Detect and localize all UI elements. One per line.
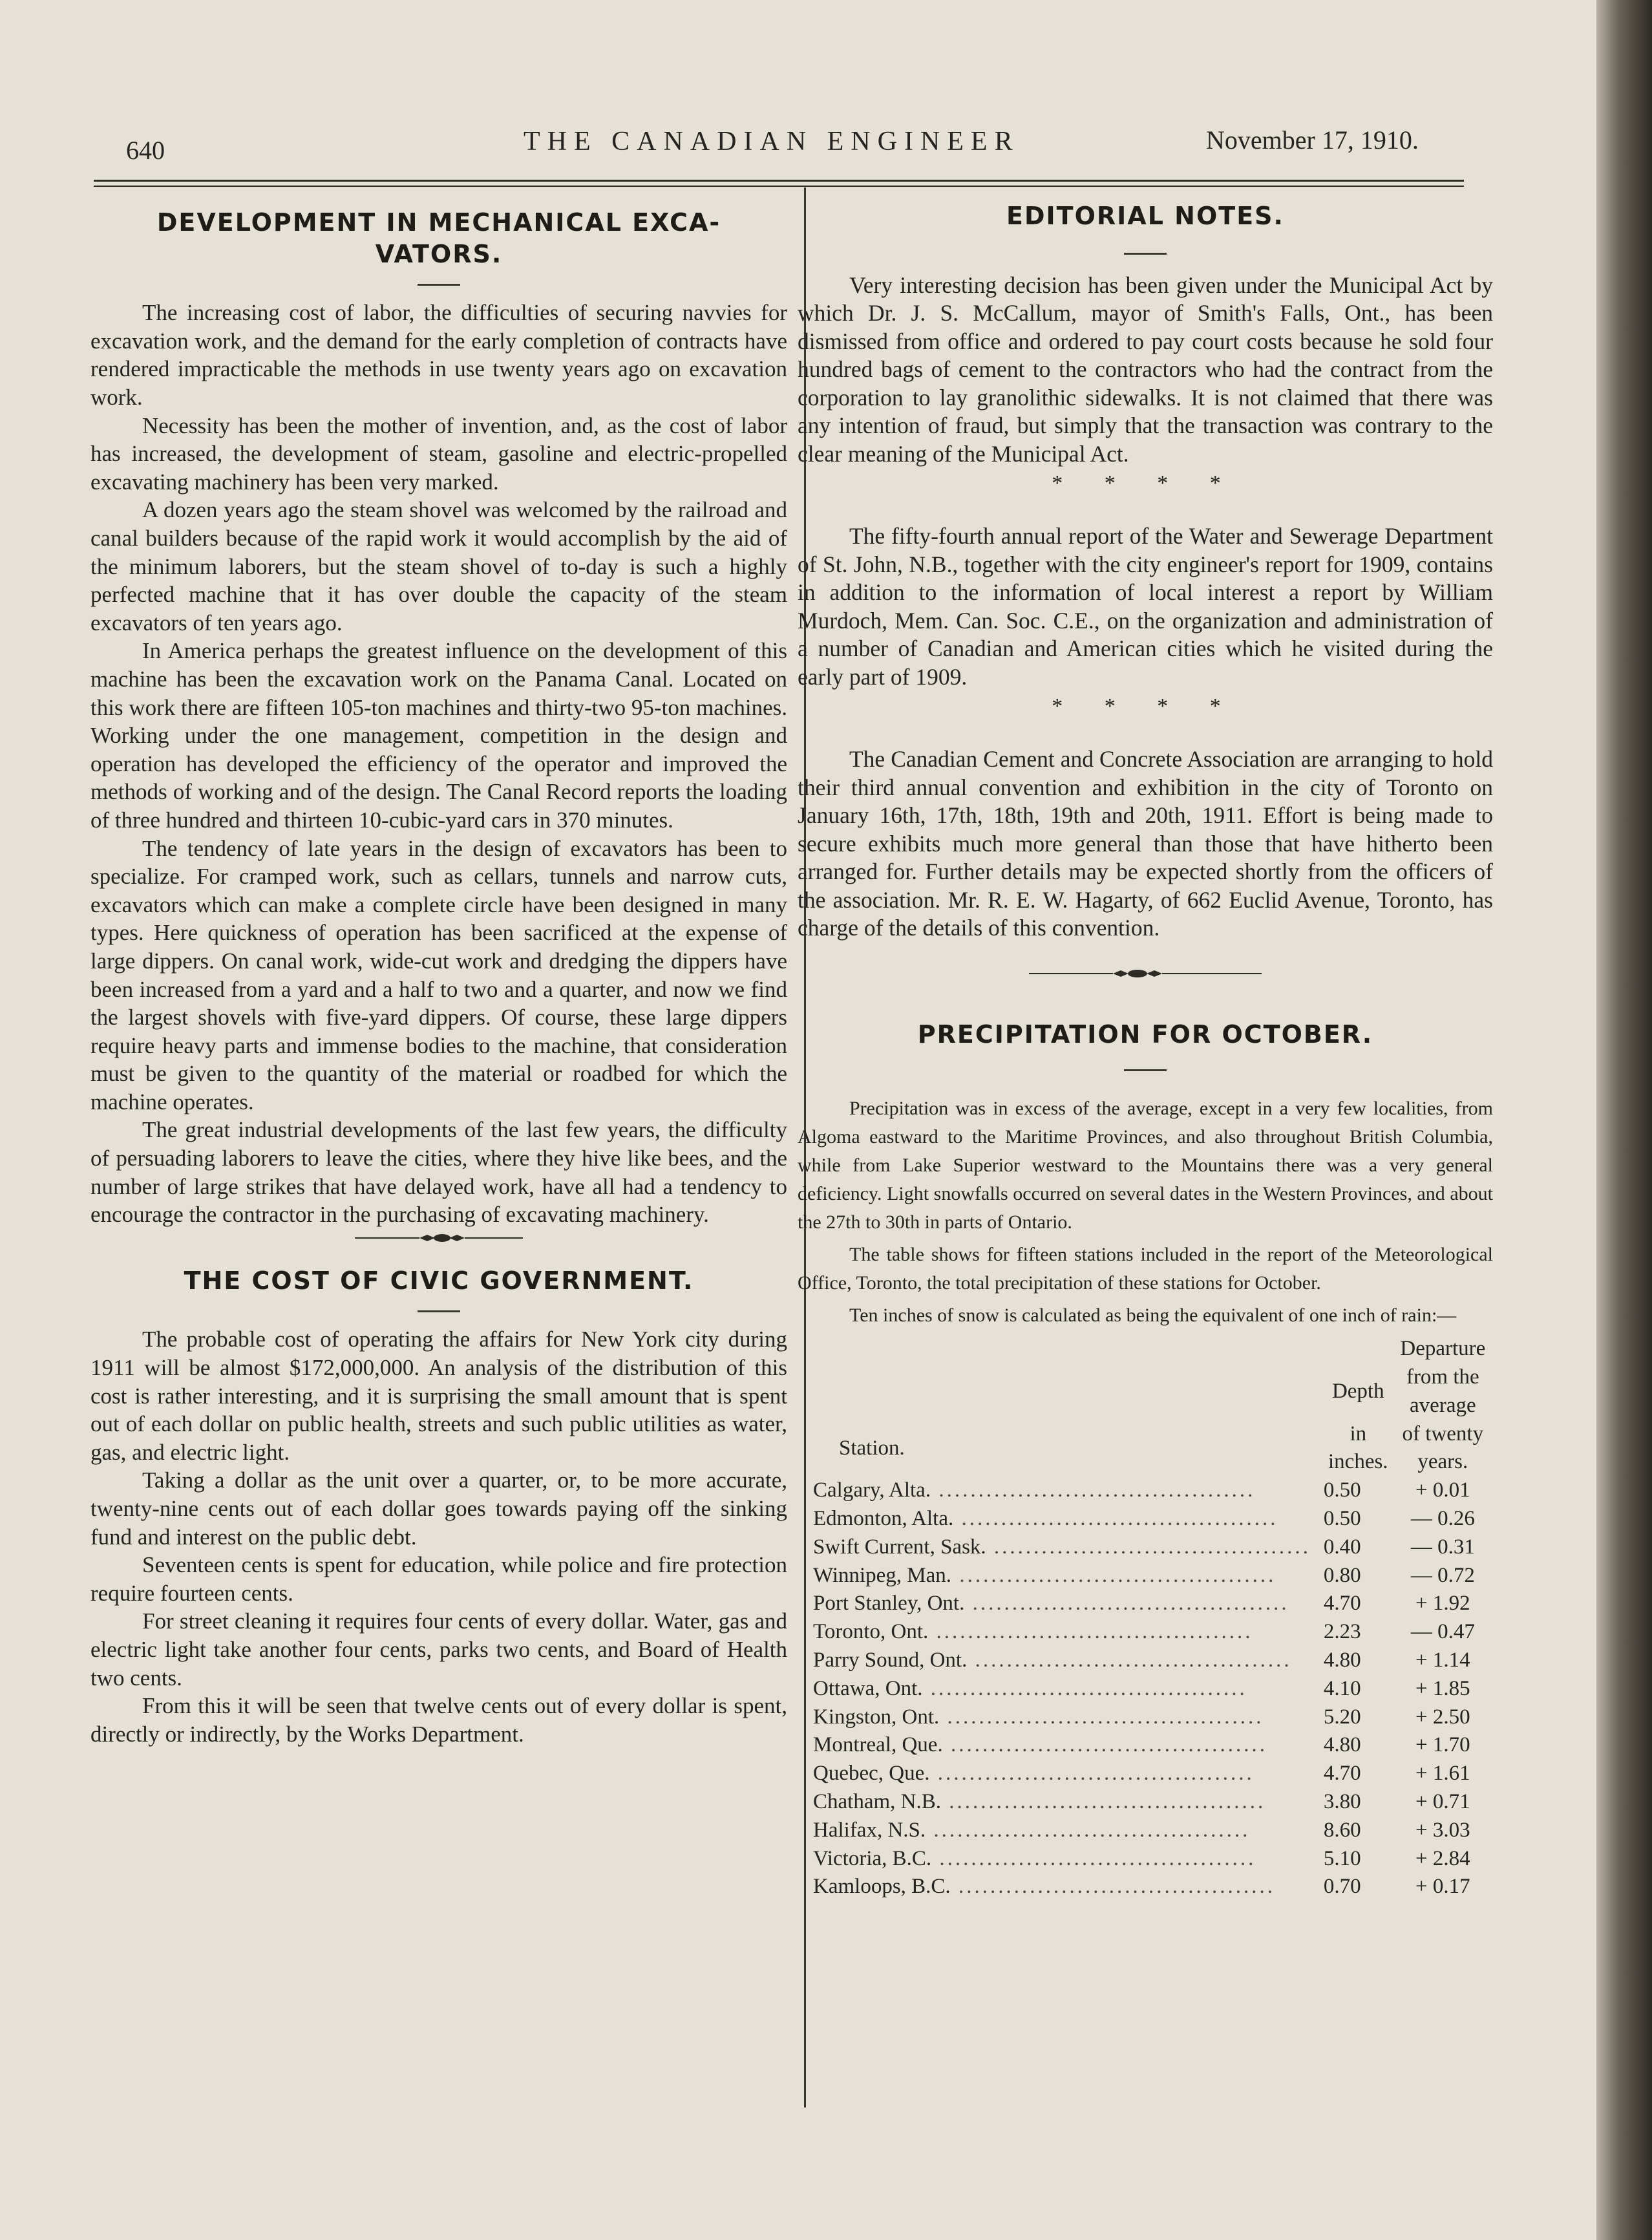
depth-cell: 0.40 bbox=[1323, 1535, 1361, 1559]
departure-cell: + 3.03 bbox=[1415, 1818, 1470, 1842]
paragraph: The probable cost of operating the affairs for New York city during 1911 will be almost $172,000,000. An analysis of the distribution of this cost is rather interesting, and it is surprising the small amount that is spent out of each dollar on public health, streets and such public utilities as water, gas, and electric light. bbox=[90, 1327, 787, 1465]
section-ornament bbox=[90, 1230, 787, 1250]
paragraph: The tendency of late years in the design of excavators has been to specialize. For cramped work, such as cellars, tunnels and narrow cuts, excavators which can make a complete circle have been designed in many types. Here quickness of operation has been sacrificed at the expense of large dippers. On canal work, wide-cut work and dredging the dippers have been increased from a yard and a half to two and a quarter, and now we find the largest shovels with five-yard dippers. Of course, these large dippers require heavy parts and immense bodies to the machine, that consideration must be given to the quantity of the material or roadbed for which the machine operates. bbox=[90, 835, 787, 1115]
departure-cell: — 0.47 bbox=[1410, 1620, 1475, 1644]
leader-dots: ........................................ bbox=[942, 1733, 1267, 1757]
table-row bbox=[813, 1731, 1493, 1760]
station-name: Toronto, Ont. bbox=[813, 1620, 929, 1644]
journal-title: THE CANADIAN ENGINEER bbox=[524, 127, 1020, 156]
editorial-note: Very interesting decision has been given under the Municipal Act by which Dr. J. S. McCallum, mayor of Smith's Falls, Ont., has been dismissed from office and ordered to pay court costs because he sold four hundred bags of cement to the contractors who had the contract from the corporation to lay granolithic sidewalks. It is not claimed that there was any intention of fraud, but simply that the transaction was contrary to the clear meaning of the Municipal Act. bbox=[798, 272, 1493, 467]
station-name: Swift Current, Sask. bbox=[813, 1535, 986, 1559]
paragraph: Necessity has been the mother of invention, and, as the cost of labor has increased, the development of steam, gasoline and electric-propelled excavating machinery has been very marked. bbox=[90, 412, 787, 495]
departure-cell: + 1.70 bbox=[1415, 1733, 1470, 1757]
departure-cell: + 1.61 bbox=[1415, 1762, 1470, 1786]
table-row bbox=[813, 1533, 1493, 1562]
leader-dots: ........................................ bbox=[967, 1648, 1292, 1672]
depth-cell: 3.80 bbox=[1323, 1790, 1361, 1813]
leader-dots: ........................................ bbox=[950, 1875, 1275, 1899]
table-row bbox=[813, 1618, 1493, 1647]
station-name: Halifax, N.S. bbox=[813, 1818, 926, 1842]
station-cell bbox=[813, 1788, 1311, 1817]
paragraph: The great industrial developments of the last few years, the difficulty of persuading laborers to leave the cities, where they hive like bees, and the number of large strikes that have delayed work, have all had a tendency to encourage the contractor in the purchasing of excavating machinery. bbox=[90, 1117, 787, 1228]
departure-cell: — 0.72 bbox=[1410, 1563, 1475, 1587]
table-row bbox=[813, 1477, 1493, 1505]
table-row bbox=[813, 1505, 1493, 1533]
leader-dots: ........................................ bbox=[986, 1535, 1311, 1559]
header-rule-top bbox=[94, 180, 1464, 182]
station-cell bbox=[813, 1477, 1311, 1505]
station-name: Montreal, Que. bbox=[813, 1733, 943, 1757]
table-body bbox=[813, 1477, 1493, 1901]
station-name: Calgary, Alta. bbox=[813, 1478, 931, 1502]
station-name: Parry Sound, Ont. bbox=[813, 1648, 968, 1672]
depth-cell: 4.70 bbox=[1323, 1592, 1361, 1616]
editorial-note: The Canadian Cement and Concrete Association are arranging to hold their third annual convention and exhibition in the city of Toronto on January 16th, 17th, 18th, 19th and 20th, 1911. Effort is being made to secure exhibits much more general than those that have hitherto been arranged for. Further details may be expected shortly from the officers of the association. Mr. R. E. W. Hagarty, of 662 Euclid Avenue, Toronto, has charge of the details of this convention. bbox=[798, 746, 1493, 941]
page-number: 640 bbox=[126, 136, 165, 165]
paragraph: Ten inches of snow is calculated as being the equivalent of one inch of rain:— bbox=[849, 1305, 1457, 1327]
depth-cell: 4.80 bbox=[1323, 1733, 1361, 1757]
station-cell bbox=[813, 1703, 1311, 1732]
page-edge-shadow bbox=[1596, 0, 1652, 2240]
departure-cell: + 2.50 bbox=[1415, 1705, 1470, 1729]
header-departure-2: from the average bbox=[1406, 1365, 1479, 1417]
leader-dots: ........................................ bbox=[931, 1846, 1256, 1870]
paragraph: Seventeen cents is spent for education, while police and fire protection require fourteen cents. bbox=[90, 1552, 787, 1606]
article-civic-government bbox=[90, 1265, 787, 1749]
station-cell bbox=[813, 1505, 1311, 1533]
station-cell bbox=[813, 1562, 1311, 1590]
article-mechanical-excavators bbox=[90, 207, 787, 1229]
table-row bbox=[813, 1788, 1493, 1817]
header-rule-bottom bbox=[94, 186, 1464, 187]
station-cell bbox=[813, 1533, 1311, 1562]
table-row bbox=[813, 1590, 1493, 1618]
station-cell bbox=[813, 1618, 1311, 1647]
depth-cell: 4.70 bbox=[1323, 1762, 1361, 1786]
leader-dots: ........................................ bbox=[922, 1676, 1247, 1700]
station-name: Kingston, Ont. bbox=[813, 1705, 940, 1729]
depth-cell: 5.20 bbox=[1323, 1705, 1361, 1729]
depth-cell: 0.80 bbox=[1323, 1563, 1361, 1587]
leader-dots: ........................................ bbox=[931, 1478, 1256, 1502]
paragraph: From this it will be seen that twelve cents out of every dollar is spent, directly or indirectly, by the Works Department. bbox=[90, 1693, 787, 1747]
station-cell bbox=[813, 1760, 1311, 1788]
table-row bbox=[813, 1760, 1493, 1788]
right-column bbox=[798, 200, 1493, 1901]
table-row bbox=[813, 1817, 1493, 1845]
header-depth-1: Depth bbox=[1331, 1379, 1384, 1403]
station-name: Quebec, Que. bbox=[813, 1762, 930, 1786]
article-title: PRECIPITATION FOR OCTOBER. bbox=[917, 1019, 1373, 1049]
header-departure-1: Departure bbox=[1400, 1337, 1486, 1361]
title-rule bbox=[418, 1310, 460, 1312]
issue-date: November 17, 1910. bbox=[1206, 125, 1419, 155]
departure-cell: + 1.14 bbox=[1415, 1648, 1470, 1672]
station-cell bbox=[813, 1675, 1311, 1703]
editorial-note: The fifty-fourth annual report of the Water and Sewerage Department of St. John, N.B., together with the city engineer's report for 1909, contains in addition to the information of local interest a report by William Murdoch, Mem. Can. Soc. C.E., on the organization and administration of a number of Canadian and American cities which he visited during the early part of 1909. bbox=[798, 523, 1493, 690]
departure-cell: + 1.85 bbox=[1415, 1676, 1470, 1700]
departure-cell: + 1.92 bbox=[1415, 1592, 1470, 1616]
precipitation-table bbox=[813, 1335, 1493, 1901]
station-name: Port Stanley, Ont. bbox=[813, 1592, 965, 1616]
table-row bbox=[813, 1647, 1493, 1675]
station-name: Kamloops, B.C. bbox=[813, 1875, 951, 1899]
article-title: EDITORIAL NOTES. bbox=[1006, 202, 1284, 230]
paragraph: Taking a dollar as the unit over a quarter, or, to be more accurate, twenty-nine cents out of each dollar goes towards paying off the sinking fund and interest on the public debt. bbox=[90, 1467, 787, 1550]
station-name: Winnipeg, Man. bbox=[813, 1563, 952, 1587]
table-row bbox=[813, 1873, 1493, 1901]
header-departure-3: of twenty years. bbox=[1402, 1422, 1484, 1474]
header-station: Station. bbox=[839, 1436, 905, 1460]
section-stars: * * * * bbox=[1052, 694, 1239, 719]
station-cell bbox=[813, 1590, 1311, 1618]
title-rule bbox=[1124, 1069, 1167, 1071]
article-editorial-notes bbox=[798, 200, 1493, 943]
paragraph: For street cleaning it requires four cents of every dollar. Water, gas and electric light take another four cents, parks two cents, and Board of Health two cents. bbox=[90, 1608, 787, 1691]
running-header bbox=[97, 120, 1461, 165]
departure-cell: — 0.31 bbox=[1410, 1535, 1475, 1559]
depth-cell: 4.80 bbox=[1323, 1648, 1361, 1672]
table-row bbox=[813, 1845, 1493, 1873]
paragraph: In America perhaps the greatest influence on the development of this machine has been the excavation work on the Panama Canal. Located on this work there are fifteen 105-ton machines and thirty-two 95-ton machines. Working under the one management, competition in the design and operation has developed the efficiency of the operator and improved the methods of working and of the design. The Canal Record reports the loading of three hundred and thirteen 10-cubic-yard cars in 370 minutes. bbox=[90, 638, 787, 833]
departure-cell: — 0.26 bbox=[1410, 1507, 1475, 1531]
departure-cell: + 0.71 bbox=[1415, 1790, 1470, 1813]
depth-cell: 2.23 bbox=[1323, 1620, 1361, 1644]
leader-dots: ........................................ bbox=[939, 1705, 1264, 1729]
station-name: Edmonton, Alta. bbox=[813, 1507, 954, 1531]
title-rule bbox=[418, 284, 460, 286]
leader-dots: ........................................ bbox=[953, 1507, 1278, 1531]
station-cell bbox=[813, 1731, 1311, 1760]
paragraph: A dozen years ago the steam shovel was welcomed by the railroad and canal builders because of the rapid work it would accomplish by the aid of the minimum laborers, but the steam shovel of to-day is such a highly perfected machine that it has over double the capacity of the steam excavators of ten years ago. bbox=[90, 497, 787, 635]
table-header bbox=[813, 1335, 1493, 1477]
depth-cell: 0.50 bbox=[1323, 1478, 1361, 1502]
station-cell bbox=[813, 1647, 1311, 1675]
station-name: Ottawa, Ont. bbox=[813, 1676, 923, 1700]
departure-cell: + 0.01 bbox=[1415, 1478, 1470, 1502]
table-row bbox=[813, 1562, 1493, 1590]
title-rule bbox=[1124, 253, 1167, 255]
depth-cell: 0.50 bbox=[1323, 1507, 1361, 1531]
leader-dots: ........................................ bbox=[928, 1620, 1253, 1644]
table-row bbox=[813, 1703, 1493, 1732]
left-column bbox=[90, 207, 787, 1748]
leader-dots: ........................................ bbox=[929, 1762, 1255, 1786]
depth-cell: 8.60 bbox=[1323, 1818, 1361, 1842]
leader-dots: ........................................ bbox=[940, 1790, 1266, 1813]
article-precipitation bbox=[798, 1019, 1493, 1902]
station-cell bbox=[813, 1873, 1311, 1901]
leader-dots: ........................................ bbox=[951, 1563, 1276, 1587]
station-cell bbox=[813, 1817, 1311, 1845]
station-cell bbox=[813, 1845, 1311, 1873]
departure-cell: + 2.84 bbox=[1415, 1846, 1470, 1870]
article-title: THE COST OF CIVIC GOVERNMENT. bbox=[184, 1266, 694, 1295]
paragraph: Precipitation was in excess of the average, except in a very few localities, from Algoma eastward to the Maritime Provinces, and also throughout British Columbia, while from Lake Superior westward to the Mountains there was a very general deficiency. Light snowfalls occurred on several dates in the Western Provinces, and about the 27th to 30th in parts of Ontario. bbox=[798, 1098, 1493, 1233]
article-title: DEVELOPMENT IN MECHANICAL EXCA- VATORS. bbox=[156, 208, 721, 268]
leader-dots: ........................................ bbox=[964, 1592, 1289, 1616]
depth-cell: 5.10 bbox=[1323, 1846, 1361, 1870]
departure-cell: + 0.17 bbox=[1415, 1875, 1470, 1899]
paragraph: The table shows for fifteen stations included in the report of the Meteorological Office, Toronto, the total precipitation of these stations for October. bbox=[798, 1244, 1493, 1294]
header-depth-2: in inches. bbox=[1328, 1422, 1388, 1474]
section-ornament bbox=[798, 966, 1493, 985]
leader-dots: ........................................ bbox=[926, 1818, 1251, 1842]
paragraph: The increasing cost of labor, the difficulties of securing navvies for excavation work, and the demand for the early completion of contracts have rendered impracticable the methods in use twenty years ago on excavation work. bbox=[90, 300, 787, 411]
depth-cell: 4.10 bbox=[1323, 1676, 1361, 1700]
section-stars: * * * * bbox=[1052, 471, 1239, 496]
station-name: Chatham, N.B. bbox=[813, 1790, 941, 1813]
station-name: Victoria, B.C. bbox=[813, 1846, 932, 1870]
depth-cell: 0.70 bbox=[1323, 1875, 1361, 1899]
table-row bbox=[813, 1675, 1493, 1703]
